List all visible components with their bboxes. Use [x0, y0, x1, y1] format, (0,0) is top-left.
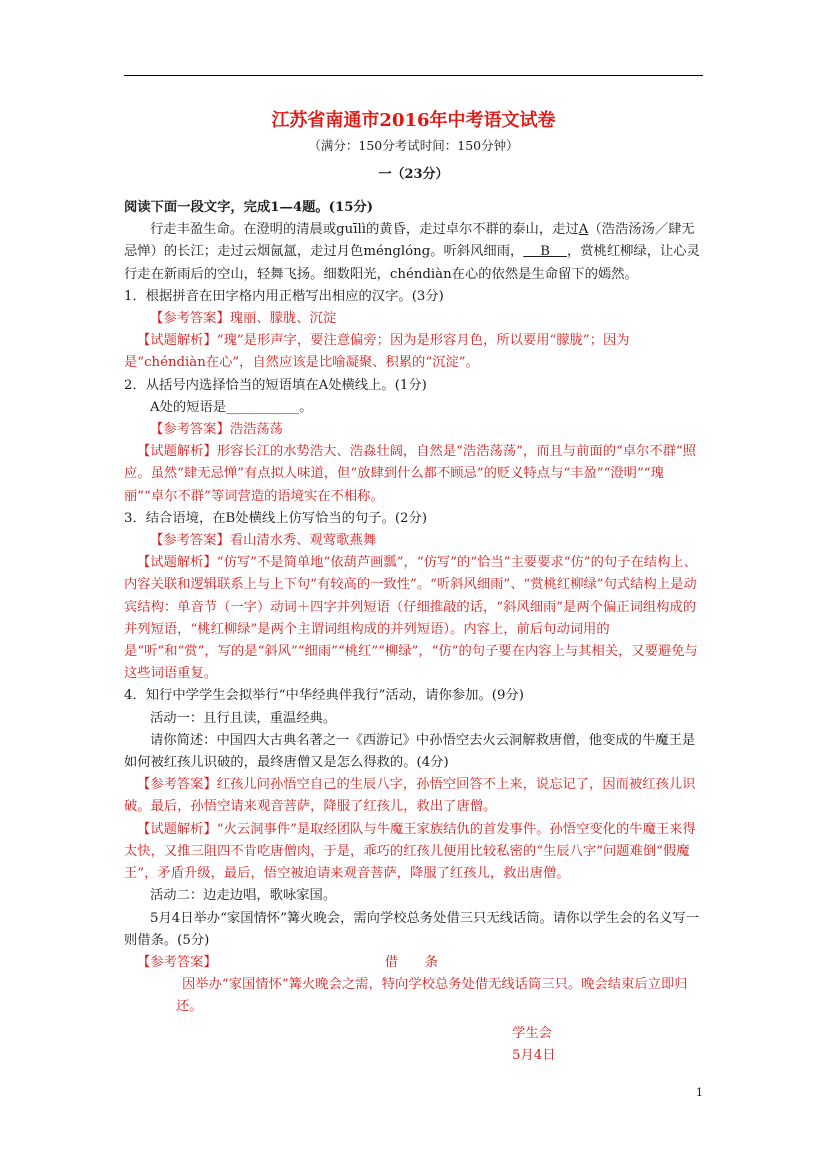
answer-tag: 【参考答案】 [137, 954, 217, 970]
blank-a: A [578, 222, 589, 238]
passage-part-3: ，赏桃红柳绿，让心灵行走在新雨后的空山，轻舞飞扬。细数阳光，chéndiàn在心的依然是生命留下的嫣然。 [124, 244, 700, 282]
blank-b [523, 244, 567, 259]
question-3-stem: 3．结合语境，在B处横线上仿写恰当的句子。(2分) [124, 510, 428, 526]
answer-tag: 【参考答案】 [150, 422, 230, 438]
analysis-text: 形容长江的水势浩大、浩淼壮阔，自然是“浩浩荡荡”，而且与前面的“卓尔不群”照应。虽然“肆无忌惮”有点拟人味道，但“放肆到什么都不顾忌”的贬义特点与“丰盈”“澄明”“瑰丽”“卓尔不群”等词营造的语境实在不相称。 [124, 444, 697, 504]
activity-1-heading: 活动一：且行且读，重温经典。 [150, 710, 337, 726]
exam-title: 江苏省南通市2016年中考语文试卷 [271, 110, 556, 131]
header-rule [124, 75, 703, 76]
loan-note-title: 借 条 [384, 954, 438, 970]
analysis-tag: 【试题解析】 [137, 555, 217, 571]
section-heading: 一（23分） [378, 167, 449, 182]
fill-end: 。 [299, 399, 313, 415]
question-4-analysis [124, 819, 703, 886]
reading-passage [124, 219, 703, 286]
answer-tag: 【参考答案】 [150, 533, 230, 549]
activity-2-heading: 活动二：边走边唱，歌咏家国。 [150, 888, 337, 904]
answer-text: 瑰丽、朦胧、沉淀 [229, 311, 337, 327]
answer-text: 红孩儿问孙悟空自己的生辰八字，孙悟空回答不上来，说忘记了，因而被红孩儿识破。最后，孙悟空请来观音菩萨，降服了红孩儿，救出了唐僧。 [124, 777, 696, 815]
analysis-tag: 【试题解析】 [137, 444, 217, 460]
loan-note-signer: 学生会 [512, 1025, 552, 1041]
analysis-tag: 【试题解析】 [137, 333, 217, 349]
blank-b-label: B [540, 244, 551, 260]
answer-text: 浩浩荡荡 [229, 422, 283, 438]
page-number: 1 [696, 1086, 703, 1099]
question-1-answer [124, 308, 703, 330]
question-3-answer [124, 530, 703, 552]
question-2-fill [124, 397, 703, 419]
answer-tag: 【参考答案】 [150, 311, 230, 327]
question-1-stem: 1．根据拼音在田字格内用正楷写出相应的汉字。(3分) [124, 288, 444, 304]
question-2-stem: 2．从括号内选择恰当的短语填在A处横线上。(1分) [124, 377, 427, 393]
question-2-analysis [124, 441, 703, 508]
analysis-text: “瑰”是形声字，要注意偏旁；因为是形容月色，所以要用“朦胧”；因为是“chéndiàn在心”，自然应该是比喻凝聚、积累的“沉淀”。 [124, 333, 630, 371]
activity-2-question: 5月4日举办“家国情怀”篝火晚会，需向学校总务处借三只无线话筒。请你以学生会的名义写一则借条。(5分) [124, 910, 700, 948]
activity-1-question: 请你简述：中国四大古典名著之一《西游记》中孙悟空去火云洞解救唐僧，他变成的牛魔王是如何被红孩儿识破的，最终唐僧又是怎么得救的。(4分) [124, 732, 696, 771]
loan-note-date: 5月4日 [512, 1047, 556, 1063]
analysis-text: “仿写”不是简单地“依葫芦画瓢”，“仿写”的“恰当”主要要求“仿”的句子在结构上、内容关联和逻辑联系上与上下句“有较高的一致性”。“听斜风细雨”、“赏桃红柳绿”句式结构上是动宾结构：单音节（一字）动词＋四字并列短语（仔细推敲的话，“斜风细雨”是两个偏正词组构成的并列短语，“桃红柳绿”是两个主谓词组构成的并列短语）。内容上，前后句动词用的是“听”和“赏”，写的是“斜风”“细雨”“桃红”“柳绿”，“仿”的句子要在内容上与其相关，又要避免与这些词语重复。 [124, 555, 698, 682]
fill-blank: ___________ [226, 399, 300, 415]
reading-instruction: 阅读下面一段文字，完成1—4题。(15分) [124, 200, 374, 215]
analysis-tag: 【试题解析】 [137, 821, 217, 837]
exam-subtitle: （满分：150分考试时间：150分钟） [308, 138, 519, 153]
passage-part-2: （浩浩汤汤／肆无忌惮）的长江；走过云烟氤氲，走过月色ménglóng。听斜风细雨， [124, 222, 695, 260]
exam-content [124, 197, 703, 1067]
analysis-text: “火云洞事件”是取经团队与牛魔王家族结仇的首发事件。孙悟空变化的牛魔王来得太快，又推三阻四不肯吃唐僧肉，于是，乖巧的红孩儿便用比较私密的“生辰八字”问题难倒“假魔王”，矛盾升级，最后，悟空被迫请来观音菩萨，降服了红孩儿，救出唐僧。 [124, 821, 696, 882]
question-1-analysis [124, 330, 703, 374]
question-4-answer [124, 774, 703, 818]
question-4-stem: 4．知行中学学生会拟举行“中华经典伴我行”活动，请你参加。(9分) [124, 688, 524, 704]
answer-tag: 【参考答案】 [137, 777, 217, 793]
question-3-analysis [124, 552, 703, 685]
fill-label: A处的短语是 [150, 399, 227, 415]
loan-note-answer-header [124, 952, 703, 974]
answer-text: 看山清水秀、观莺歌燕舞 [229, 533, 377, 549]
question-2-answer [124, 419, 703, 441]
loan-note-body: 因举办“家国情怀”篝火晚会之需，特向学校总务处借无线话筒三只。晚会结束后立即归还。 [176, 977, 688, 1015]
passage-part-1: 行走丰盈生命。在澄明的清晨或guīlì的黄昏，走过卓尔不群的泰山，走过 [150, 222, 579, 238]
